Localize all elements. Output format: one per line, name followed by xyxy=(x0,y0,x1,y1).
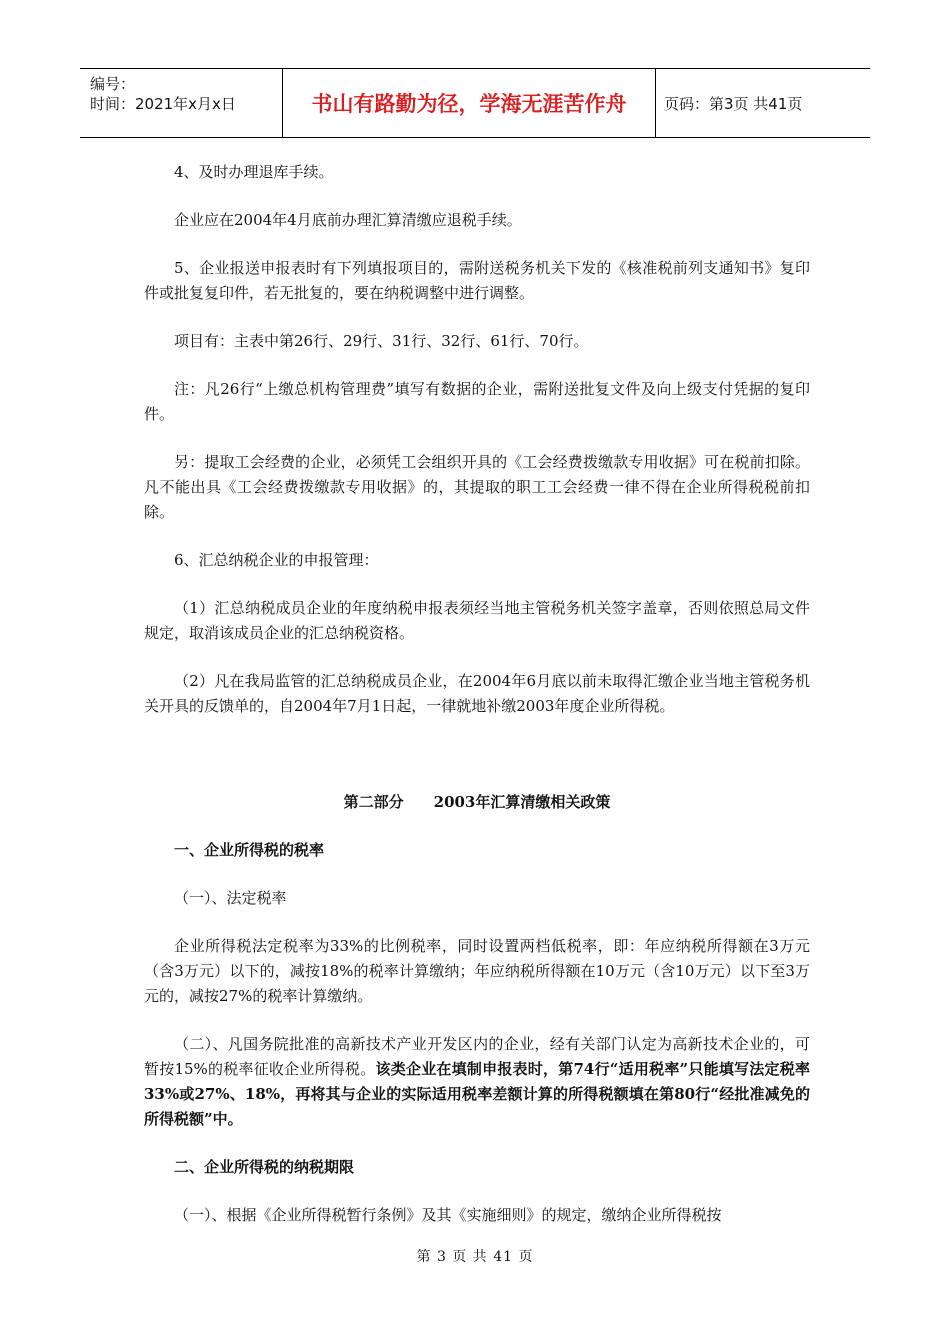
paragraph: （一）、根据《企业所得税暂行条例》及其《实施细则》的规定，缴纳企业所得税按 xyxy=(174,1206,722,1224)
paragraph-normal-text: （二）、凡国务院批准的高新技术产业开发区内的企业，经有关部门认定为高新技术企业的，可暂按15%的税率征收企业所得税。 xyxy=(144,1035,810,1078)
header-page-info: 页码：第3页 共41页 xyxy=(664,94,803,113)
paragraph: 注：凡26行“上缴总机构管理费”填写有数据的企业，需附送批复文件及向上级支付凭据的复印件。 xyxy=(144,380,810,423)
header-left-cell xyxy=(80,69,282,137)
paragraph: 企业应在2004年4月底前办理汇算清缴应退税手续。 xyxy=(174,211,522,229)
page-footer: 第 3 页 共 41 页 xyxy=(416,1249,534,1265)
paragraph: 另：提取工会经费的企业，必须凭工会组织开具的《工会经费拨缴款专用收据》可在税前扣除。凡不能出具《工会经费拨缴款专用收据》的，其提取的职工工会经费一律不得在企业所得税税前扣除。 xyxy=(144,453,810,521)
paragraph xyxy=(144,1032,810,1132)
header-date: 时间：2021年x月x日 xyxy=(90,95,236,113)
paragraph-bold-text: 该类企业在填制申报表时，第74行“适用税率”只能填写法定税率33%或27%、18%，再将其与企业的实际适用税率差额计算的所得税额填在第80行“经批准减免的所得税额”中。 xyxy=(144,1060,810,1128)
part-title: 第二部分 2003年汇算清缴相关政策 xyxy=(343,793,611,811)
paragraph: 4、及时办理退库手续。 xyxy=(174,163,334,181)
paragraph: （2）凡在我局监管的汇总纳税成员企业，在2004年6月底以前未取得汇缴企业当地主管税务机关开具的反馈单的，自2004年7月1日起，一律就地补缴2003年度企业所得税。 xyxy=(144,672,810,715)
paragraph: 6、汇总纳税企业的申报管理： xyxy=(174,551,379,569)
section-heading: 一、企业所得税的税率 xyxy=(174,841,325,859)
header-number-label: 编号： xyxy=(90,75,136,93)
subsection-heading: （一）、法定税率 xyxy=(174,889,287,907)
paragraph: 5、企业报送申报表时有下列填报项目的，需附送税务机关下发的《核准税前列支通知书》复印件或批复复印件，若无批复的，要在纳税调整中进行调整。 xyxy=(144,259,810,302)
document-body xyxy=(144,160,810,1228)
paragraph: （1）汇总纳税成员企业的年度纳税申报表须经当地主管税务机关签字盖章，否则依照总局文件规定，取消该成员企业的汇总纳税资格。 xyxy=(144,599,810,642)
paragraph: 项目有：主表中第26行、29行、31行、32行、61行、70行。 xyxy=(174,332,589,350)
paragraph: 企业所得税法定税率为33%的比例税率，同时设置两档低税率，即：年应纳税所得额在3万元（含3万元）以下的，减按18%的税率计算缴纳；年应纳税所得额在10万元（含10万元）以下至3万元的，减按27%的税率计算缴纳。 xyxy=(144,937,810,1005)
section-heading: 二、企业所得税的纳税期限 xyxy=(174,1158,355,1176)
page-header xyxy=(80,68,870,138)
header-motto: 书山有路勤为径，学海无涯苦作舟 xyxy=(282,69,656,137)
